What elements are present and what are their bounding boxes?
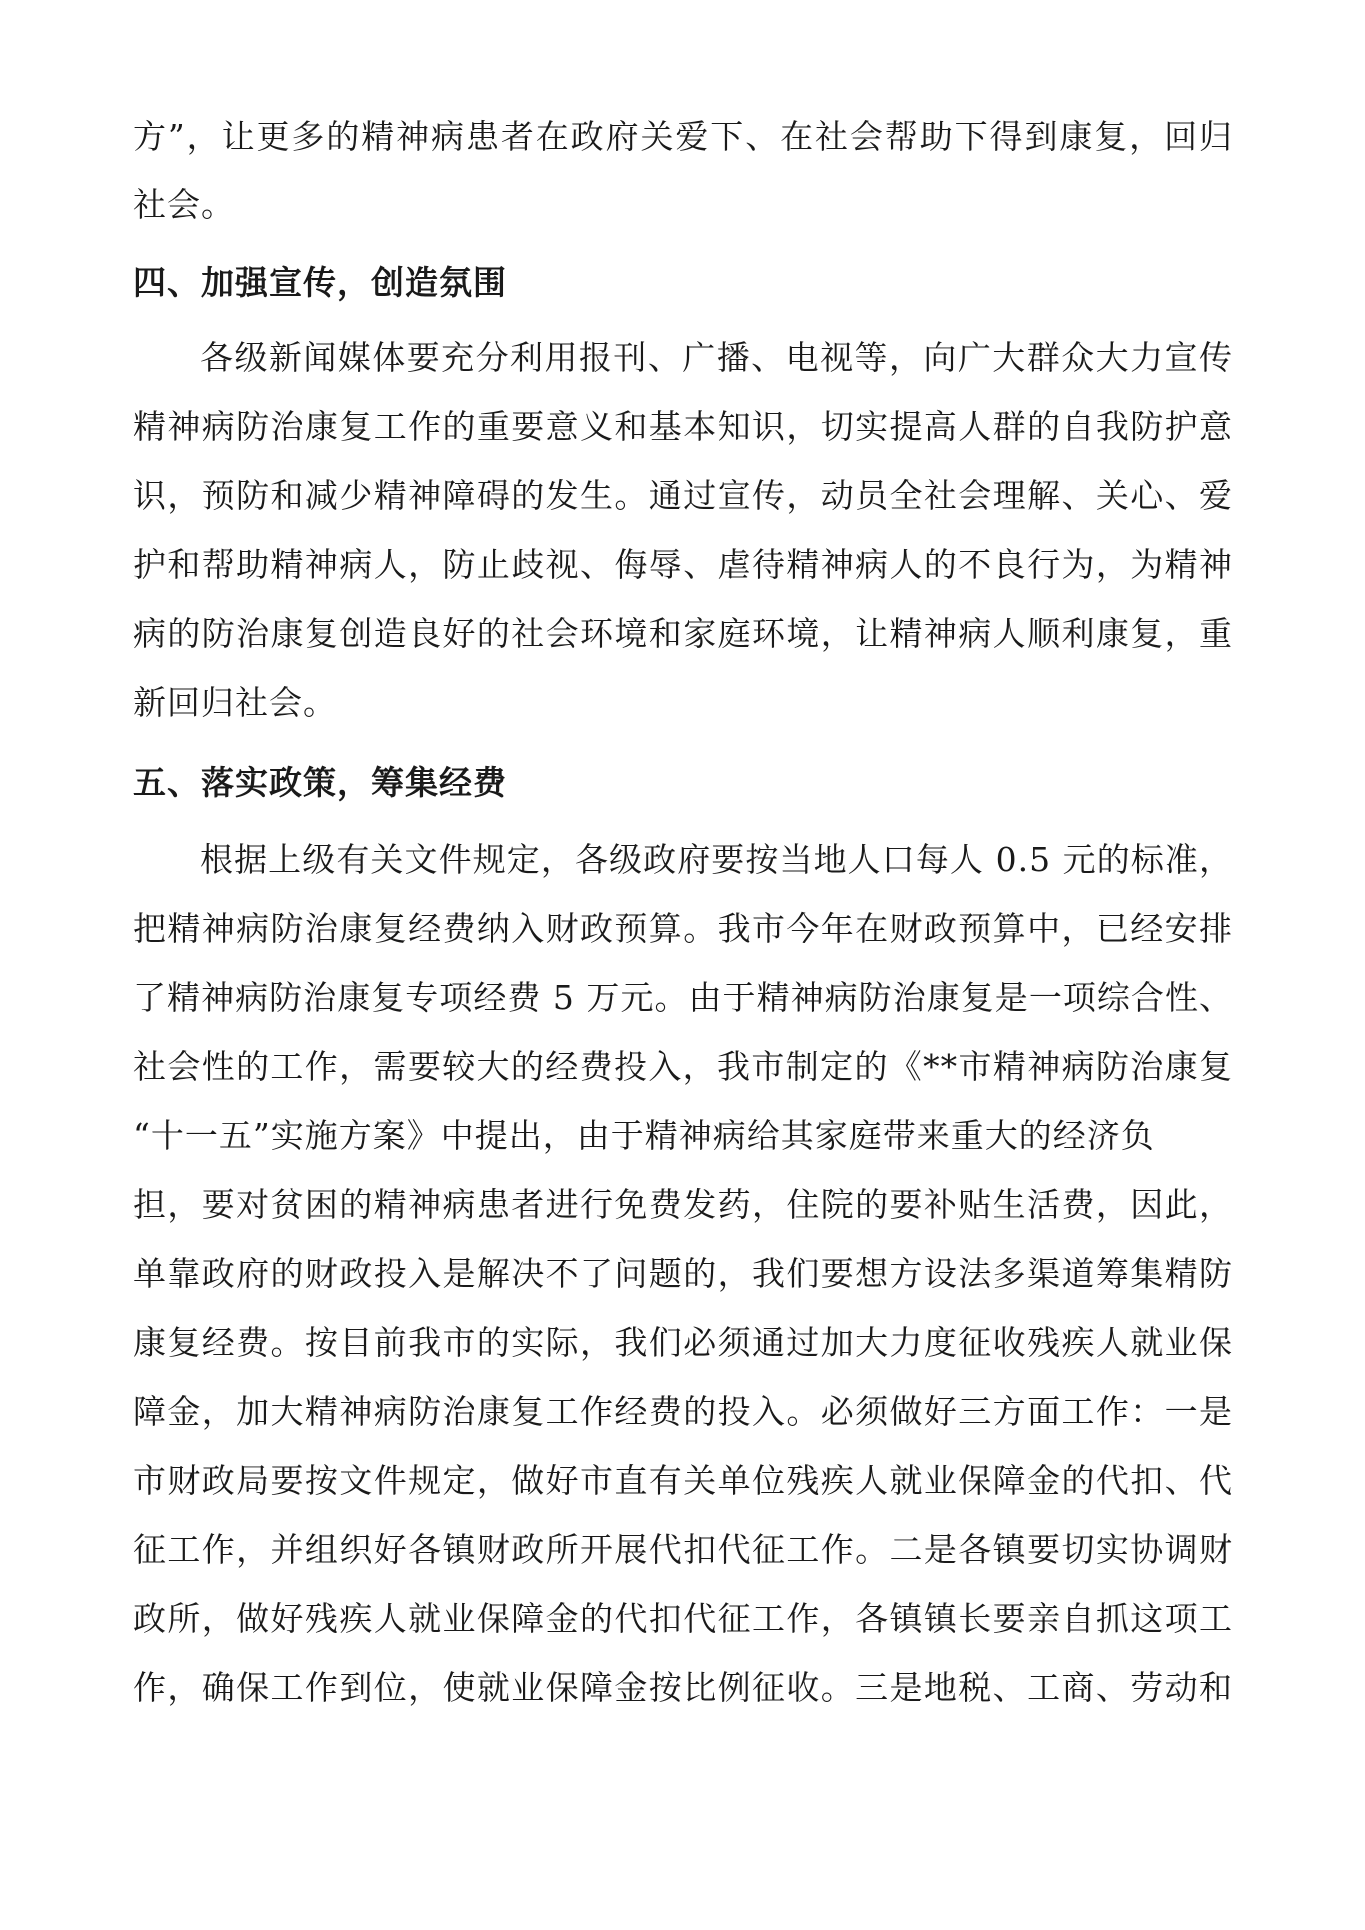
paragraph-line: 识，预防和减少精神障碍的发生。通过宣传，动员全社会理解、关心、爱 xyxy=(133,476,1233,515)
paragraph-line: “十一五”实施方案》中提出，由于精神病给其家庭带来重大的经济负 xyxy=(133,1116,1155,1155)
paragraph-line: 康复经费。按目前我市的实际，我们必须通过加大力度征收残疾人就业保 xyxy=(133,1323,1233,1362)
paragraph-line: 担，要对贫困的精神病患者进行免费发药，住院的要补贴生活费，因此， xyxy=(133,1185,1233,1224)
paragraph-line: 障金，加大精神病防治康复工作经费的投入。必须做好三方面工作：一是 xyxy=(133,1392,1233,1431)
paragraph-line: 单靠政府的财政投入是解决不了问题的，我们要想方设法多渠道筹集精防 xyxy=(133,1254,1233,1293)
paragraph-line: 护和帮助精神病人，防止歧视、侮辱、虐待精神病人的不良行为，为精神 xyxy=(133,545,1233,584)
paragraph-line: 社会。 xyxy=(133,185,235,224)
paragraph-line: 把精神病防治康复经费纳入财政预算。我市今年在财政预算中，已经安排 xyxy=(133,909,1233,948)
paragraph-line: 精神病防治康复工作的重要意义和基本知识，切实提高人群的自我防护意 xyxy=(133,407,1233,446)
paragraph-line: 社会性的工作，需要较大的经费投入，我市制定的《**市精神病防治康复 xyxy=(133,1047,1233,1086)
paragraph-line: 征工作，并组织好各镇财政所开展代扣代征工作。二是各镇要切实协调财 xyxy=(133,1530,1233,1569)
paragraph-line: 市财政局要按文件规定，做好市直有关单位残疾人就业保障金的代扣、代 xyxy=(133,1461,1233,1500)
section-heading: 五、落实政策，筹集经费 xyxy=(133,763,507,802)
paragraph-line: 新回归社会。 xyxy=(133,683,337,722)
paragraph-line: 根据上级有关文件规定，各级政府要按当地人口每人 0.5 元的标准， xyxy=(200,840,1233,879)
section-heading: 四、加强宣传，创造氛围 xyxy=(133,263,507,302)
paragraph-line: 各级新闻媒体要充分利用报刊、广播、电视等，向广大群众大力宣传 xyxy=(200,338,1233,377)
paragraph-line: 政所，做好残疾人就业保障金的代扣代征工作，各镇镇长要亲自抓这项工 xyxy=(133,1599,1233,1638)
paragraph-line: 病的防治康复创造良好的社会环境和家庭环境，让精神病人顺利康复，重 xyxy=(133,614,1233,653)
paragraph-line: 作，确保工作到位，使就业保障金按比例征收。三是地税、工商、劳动和 xyxy=(133,1668,1233,1707)
paragraph-line: 了精神病防治康复专项经费 5 万元。由于精神病防治康复是一项综合性、 xyxy=(133,978,1233,1017)
paragraph-line: 方”，让更多的精神病患者在政府关爱下、在社会帮助下得到康复，回归 xyxy=(133,117,1233,156)
